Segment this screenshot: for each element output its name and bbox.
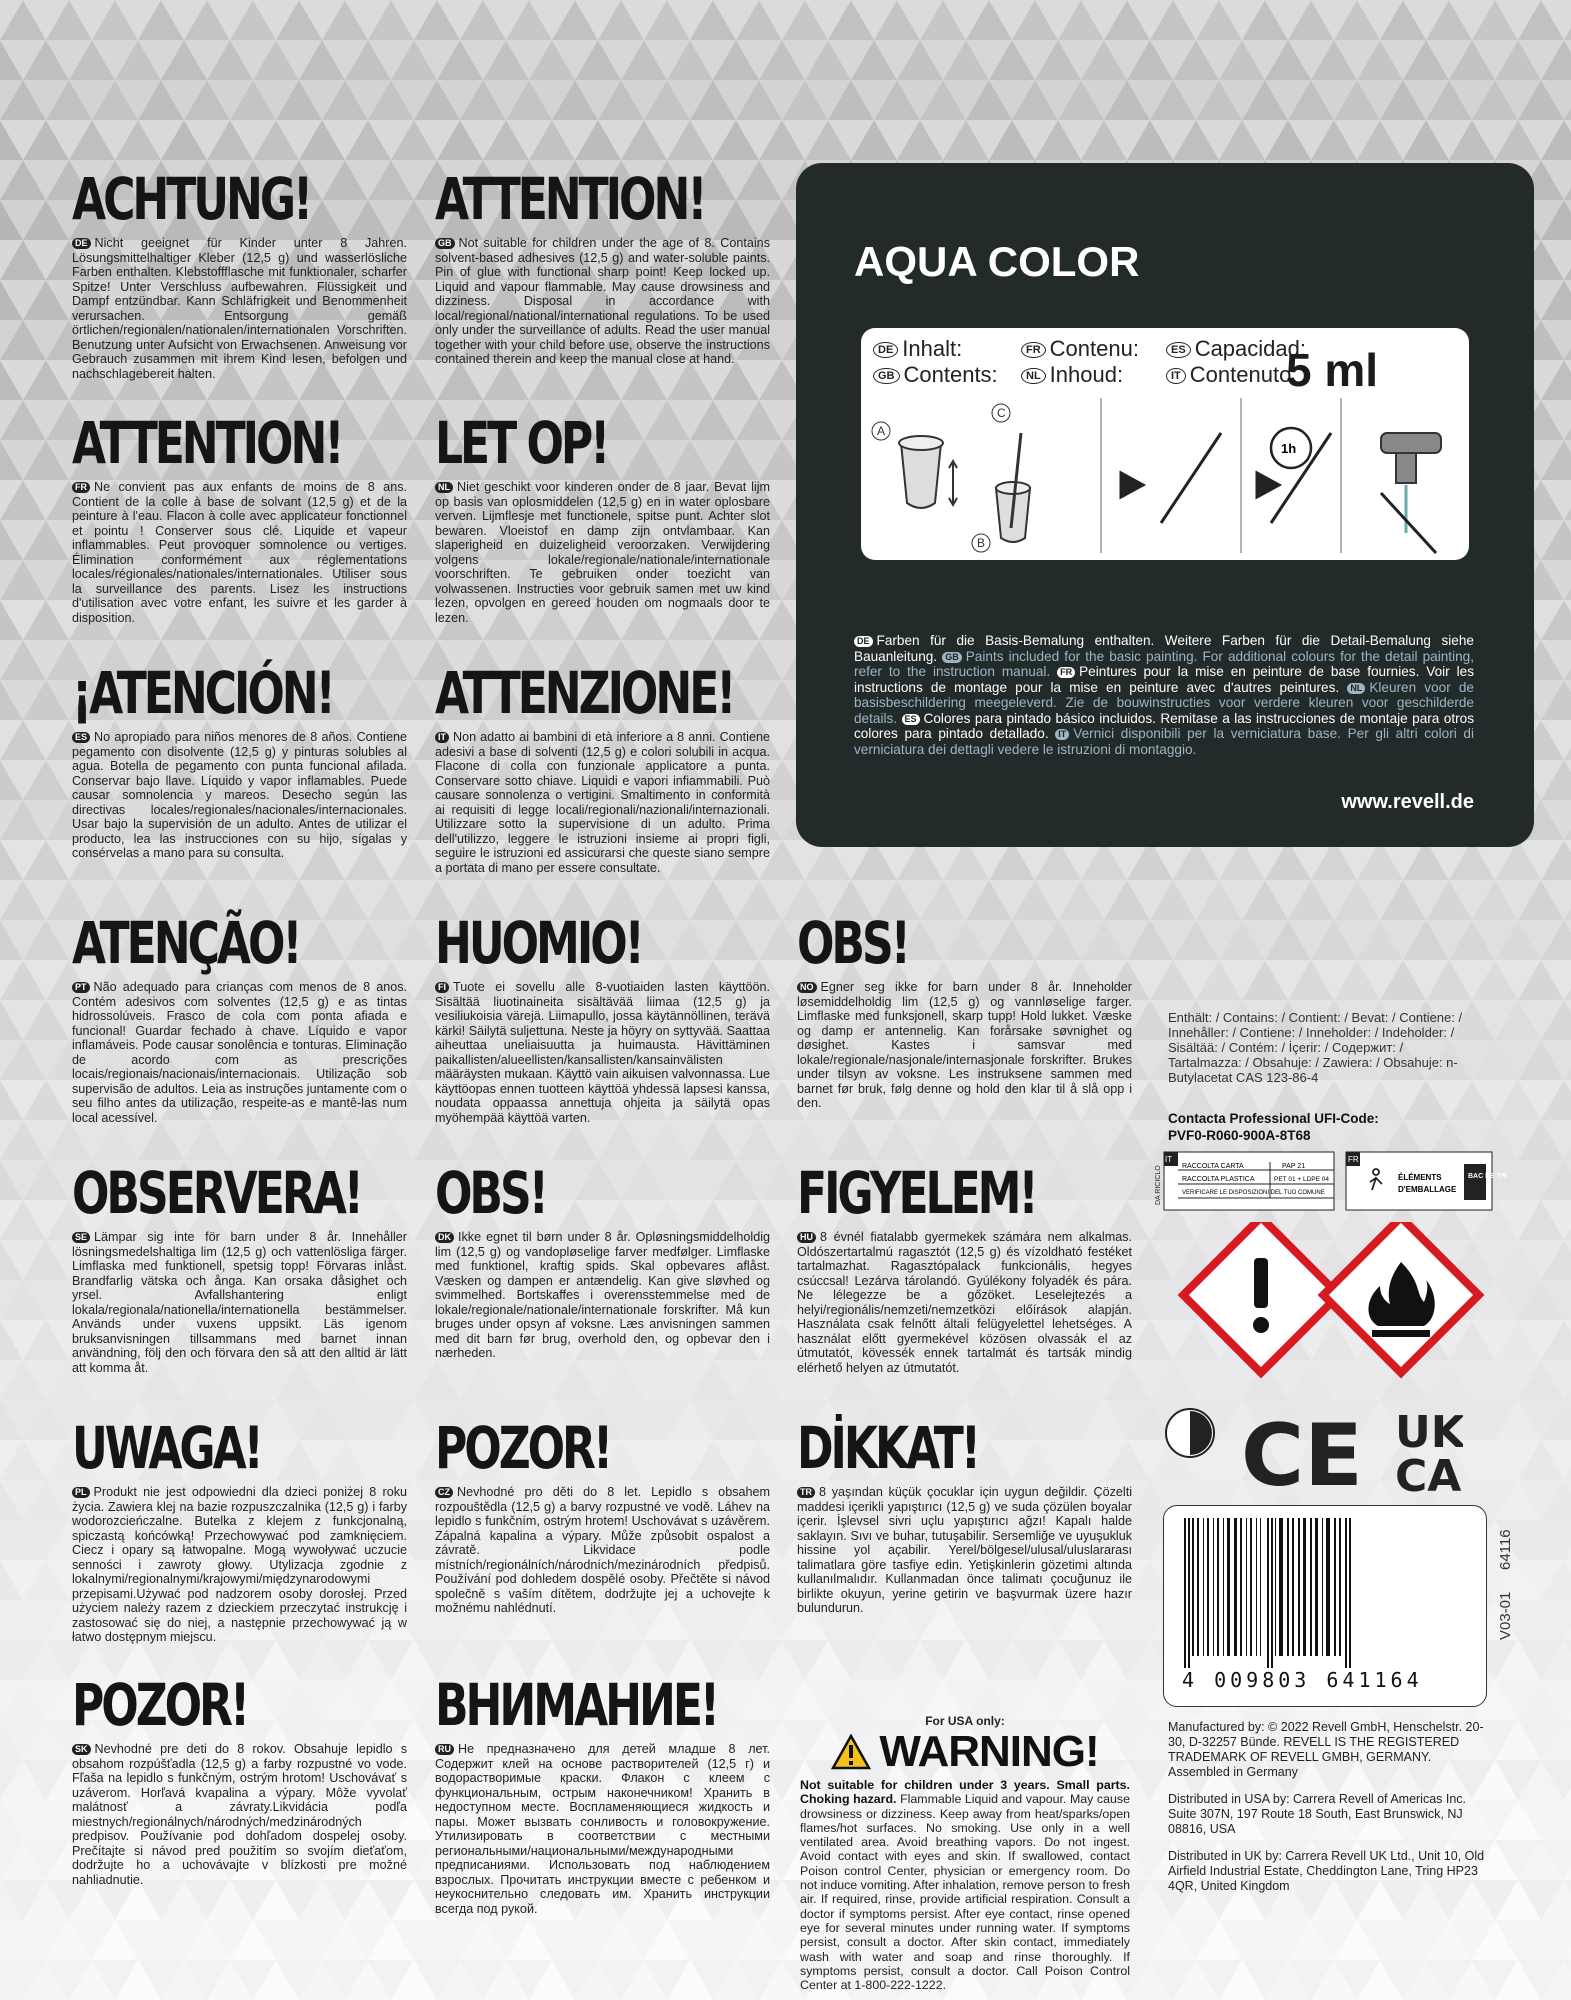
barcode-bar	[1192, 1518, 1194, 1656]
capacity-label-es: ES Capacidad:	[1166, 336, 1306, 362]
ufi-code: Contacta Professional UFI-Code: PVF0-R060-900A-8T68	[1168, 1111, 1379, 1143]
warning-block-no	[797, 910, 1132, 1111]
manufacturer-info	[1168, 1720, 1486, 1906]
usa-warning-block	[800, 1714, 1130, 1992]
barcode-bar	[1223, 1518, 1224, 1656]
paint-notes: DE Farben für die Basis-Bemalung enthalten. Weitere Farben für die Detail-Bemalung siehe Bauanleitung. GB Paints included for the basic painting. For additional colours for the detail painting, refer to the instruction manual. FR Peintures pour la mise en peinture de base fournies. Voir les instructions de montage pour la mise en peinture avec d'autres peintures. NL Kleuren voor de basisbeschildering meegeleverd. Zie de bouwinstructies voor verdere kleuren voor geschilderde details. ES Colores para pintado básico incluidos. Remitase a las instrucciones de montaje para otros colores para pintado detallado. IT Vernici disponibili per la verniciatura base. Per gli altri colori di verniciatura dei dettagli vedere le istruzioni di montaggio.	[854, 633, 1475, 757]
country-code-badge: RU	[435, 1744, 454, 1755]
country-code-badge: PT	[72, 982, 90, 993]
fr-code: FR	[1348, 1155, 1359, 1164]
country-code-badge: FR	[72, 482, 90, 493]
barcode-bar	[1310, 1518, 1312, 1656]
warning-block-sk	[72, 1672, 407, 1887]
warning-block-pt	[72, 910, 407, 1125]
warning-title: DİKKAT!	[797, 1414, 978, 1482]
warning-title: HUOMIO!	[435, 909, 642, 977]
fr-label-1: ÉLÉMENTS	[1398, 1173, 1442, 1182]
warning-text: DE Nicht geeignet für Kinder unter 8 Jahren. Lösungsmittelhaltiger Kleber (12,5 g) und wasserlösliche Farben enthalten. Klebstoffflasche mit funktionaler, scharfer Spitze! Unter Verschluss aufbewahren. Flüssigkeit und Dampf entzündbar. Kann Schläfrigkeit und Benommenheit verursachen. Entsorgung gemäß örtlichen/regionalen/nationalen/internationalen Vorschriften. Benutzung unter Aufsicht von Erwachsenen. Anweisung vor Gebrauch zusammen mit ihrem Kind lesen, befolgen und nachschlagebereit halten.	[72, 236, 407, 381]
it-row2-label: RACCOLTA PLASTICA	[1182, 1176, 1255, 1183]
barcode-bar	[1334, 1518, 1336, 1656]
warning-block-fi	[435, 910, 770, 1125]
step-b-label: B	[977, 536, 986, 550]
it-row1-value: PAP 21	[1282, 1163, 1306, 1170]
svg-text:1h: 1h	[1281, 441, 1297, 456]
usa-warning-text: Not suitable for children under 3 years. Small parts. Choking hazard. Flammable Liquid and vapour. May cause drowsiness or dizziness. Keep away from heat/sparks/open flames/hot surfaces. No smoking. Use only in a well ventilated area. Avoid breathing vapors. Do not ingest. Avoid contact with eyes and skin. If swallowed, contact Poison control Center, physician or emergency room. Do not induce vomiting. After inhalation, remove person to fresh air. If required, rinse, provide artificial respiration. Consult a doctor if symptoms persist. After eye contact, rinse opened eye for several minutes under running water. If symptoms persist, consult a doctor. After skin contact, immediately wash with water and soap and rinse thoroughly. If symptoms persist, consult a doctor. Call Poison Control Center at 1-800-222-1222.	[800, 1778, 1130, 1993]
it-row1-label: RACCOLTA CARTA	[1182, 1163, 1244, 1170]
warning-title: ATTENTION!	[72, 409, 342, 477]
barcode-bar	[1315, 1518, 1318, 1656]
barcode-number: 4 009803 641164	[1182, 1668, 1423, 1692]
warning-title: ВНИМАНИЕ!	[435, 1671, 718, 1739]
product-title: AQUA COLOR	[854, 238, 1140, 285]
country-code-badge: DK	[435, 1232, 454, 1243]
warning-text: PT Não adequado para crianças com menos de 8 anos. Contém adesivos com solventes (12,5 g) e as tintas hidrossolúveis. Frasco de cola com ponta afiada e funcional! Guardar fechado à chave. Líquido e vapor inflamáveis. Pode causar sonolência e tonturas. Eliminação de acordo com as prescrições locais/regionais/nacionais/internacionais. Utilização sob supervisão de adultos. Leia as instruções juntamente com o seu filho antes da utilização, respeite-as e mantê-las num local acessível.	[72, 980, 407, 1125]
country-code-badge: SE	[72, 1232, 90, 1243]
capacity-label-de: DE Inhalt:	[873, 336, 962, 362]
warning-title: ATENÇÃO!	[72, 909, 300, 977]
recycling-info-labels	[1150, 1150, 1507, 1215]
capacity-amount: 5 ml	[1286, 344, 1379, 396]
barcode-bar	[1322, 1518, 1323, 1656]
barcode-bar	[1349, 1518, 1351, 1668]
warning-block-de	[72, 166, 407, 381]
warning-text: NO Egner seg ikke for barn under 8 år. Inneholder løsemiddelholdig lim (12,5 g) og vannløselige farger. Limflaske med funksjonell, skarp tupp! Hold lukket. Væske og damp er antennelig. Kan forårsake søvnighet og døsighet. Kastes i samsvar med lokale/regionale/nasjonale/internasjonale forskrifter. Brukes under tilsyn av voksne. Les instruksene sammen med barnet før bruk, følg denne og hold den klar til å slå opp i den.	[797, 980, 1132, 1110]
exclamation-hazard-icon	[1183, 1222, 1339, 1373]
barcode-bar	[1298, 1518, 1300, 1656]
fr-label-2: D'EMBALLAGE	[1398, 1185, 1457, 1194]
warning-text: ES No apropiado para niños menores de 8 años. Contiene pegamento con disolvente (12,5 g) y pinturas solubles al agua. Botella de pegamento con punta funcional afilada. Conservar bajo llave. Líquido y vapor inflamables. Puede causar somnolencia y mareos. Desecho según las directivas locales/regionales/nacionales/internacionales. Usar bajo la supervisión de un adulto. Antes de utilizar el producto, lea las instrucciones con su hijo, sígalas y consérvelas a mano para su consulta.	[72, 730, 407, 860]
warning-block-es	[72, 660, 407, 861]
warning-title: ACHTUNG!	[72, 165, 311, 233]
warning-text: RU Не предназначено для детей младше 8 лет. Содержит клей на основе растворителей (12,5 г) и водорастворимые краски. Флакон с клеем с функциональным, острым наконечником! Хранить в недоступном месте. Воспламеняющиеся жидкость и пары. Может вызвать сонливость и головокружение. Утилизировать в соответствии с местными региональными/национальными/международными предписаниями. Использовать под наблюдением взрослых. Прочитать инструкции вместе с ребенком и неукоснительно следовать им. Хранить инструкции всегда под рукой.	[435, 1742, 770, 1916]
warning-block-fr	[72, 410, 407, 625]
version-code: V03-01	[1497, 1591, 1514, 1640]
country-code-badge: DE	[72, 238, 91, 249]
barcode-bar	[1326, 1518, 1330, 1656]
warning-title: OBS!	[797, 909, 908, 977]
warning-block-it	[435, 660, 770, 875]
barcode-bars	[1164, 1514, 1486, 1674]
capacity-label-it: IT Contenuto:	[1166, 362, 1297, 388]
barcode-bar	[1217, 1518, 1219, 1656]
barcode-bar	[1240, 1518, 1242, 1656]
country-code-badge: TR	[797, 1487, 815, 1498]
barcode-bar	[1246, 1518, 1247, 1656]
warning-block-dk	[435, 1160, 770, 1361]
country-code-badge: CZ	[435, 1487, 453, 1498]
warning-block-hu	[797, 1160, 1132, 1375]
warning-triangle-icon	[831, 1734, 871, 1770]
barcode-bar	[1345, 1518, 1347, 1668]
barcode-bar	[1275, 1518, 1276, 1656]
warning-title: ATTENTION!	[435, 165, 705, 233]
warning-title: OBS!	[435, 1159, 546, 1227]
ean-barcode	[1163, 1505, 1487, 1707]
warning-text: HU 8 évnél fiatalabb gyermekek számára nem alkalmas. Oldószertartalmú ragasztót (12,5 g) és vízoldható festéket tartalmazhat. Ragasztópalack funkcionális, hegyes csúccsal! Lezárva tárolandó. Gyúlékony folyadék és pára. Ne lélegezze be a gőzöket. Leselejtezés a helyi/regionális/nemzeti/nemzetközi előírások alapján. Használata csak felnőtt általi felügyelettel lehetséges. A használat előtt gyermekével közösen olvassák el az útmutatót, kövessék ennek tartalmát és tartsák mindig elérhető helyen az útmutatót.	[797, 1230, 1132, 1375]
it-side-label: DA RICICLO	[1155, 1165, 1162, 1205]
barcode-bar	[1260, 1518, 1261, 1656]
country-code-badge: FI	[435, 982, 449, 993]
barcode-bar	[1188, 1518, 1190, 1668]
distributor-uk-line: Distributed in UK by: Carrera Revell UK Ltd., Unit 10, Old Airfield Industrial Estate, Cheddington Lane, Tring HP23 4QR, United Kingdom	[1168, 1849, 1485, 1893]
barcode-bar	[1267, 1518, 1269, 1668]
step-a-label: A	[877, 424, 886, 438]
warning-title: ATTENZIONE!	[435, 659, 734, 727]
usa-warning-title: WARNING!	[879, 1727, 1099, 1776]
barcode-bar	[1207, 1518, 1209, 1656]
barcode-bar	[1292, 1518, 1294, 1656]
warning-text: CZ Nevhodné pro děti do 8 let. Lepidlo s obsahem rozpouštědla (12,5 g) a barvy rozpustné ve vodě. Láhev na lepidlo s funkčním, ostrým hrotem! Uschovávat s uzávěrem. Zápalná kapalina a výpary. Může způsobit ospalost a závratě. Likvidace podle místních/regionálních/národních/mezinárodních předpisů. Používání pod dohledem dospělé osoby. Přečtěte si návod společně s vaším dítětem, dodržujte jej a uchovejte k možnému nahlédnutí.	[435, 1485, 770, 1615]
flame-hazard-icon	[1323, 1222, 1479, 1373]
warning-block-tr	[797, 1415, 1132, 1616]
barcode-bar	[1271, 1518, 1273, 1668]
barcode-bar	[1339, 1518, 1341, 1656]
it-row2-value: PET 01 + LDPE 04	[1274, 1176, 1329, 1183]
warning-title: POZOR!	[72, 1671, 248, 1739]
warning-title: ¡ATENCIÓN!	[72, 659, 333, 727]
warning-text: NL Niet geschikt voor kinderen onder de 8 jaar. Bevat lijm op basis van oplosmiddelen (12,5 g) en in water oplosbare verven. Lijmflesje met functionele, spitse punt. Achter slot bewaren. Vloeistof en damp zijn ontvlambaar. Kan slaperigheid en duizeligheid veroorzaken. Verwijdering volgens lokale/regionale/nationale/internationale voorschriften. Te gebruiken onder toezicht van volwassenen. Instructies voor gebruik samen met uw kind lezen, opvolgen en gereed houden om nogmaals door te lezen.	[435, 480, 770, 625]
warning-text: FI Tuote ei sovellu alle 8-vuotiaiden lasten käyttöön. Sisältää liuotinaineita sisältävää liimaa (12,5 g) ja vesiliukoisia värejä. Liimapullo, jossa käytännöllinen, terävä kärki! Säilytä suljettuna. Neste ja höyry on syttyvää. Saattaa aiheuttaa uneliaisuutta ja huimausta. Hävittäminen paikallisten/alueellisten/kansallisten/kansainvälisten määräysten mukaan. Käyttö vain aikuisen valvonnassa. Lue käyttöopas ennen tuotteen käyttöä yhdessä lapsesi kanssa, noudata oppaassa annettuja ohjeita ja säilytä opas myöhempää käyttöä varten.	[435, 980, 770, 1125]
ce-mark: CE	[1241, 1406, 1363, 1495]
clock-icon	[1271, 428, 1311, 468]
warning-text: TR 8 yaşından küçük çocuklar için uygun değildir. Çözelti maddesi içerikli yapıştırıcı (12,5 g) ve suda çözülen boyalar içerir. İşlevsel sivri uçlu yapıştırıcı ağzı! Kapalı halde saklayın. Sıvı ve buhar, tutuşabilir. Sersemliğe ve uyuşukluk hissine yol açabilir. Yerel/bölgesel/ulusal/uluslararası talimatlara göre tasfiye edin. Yetişkinlerin gözetimi altında kullanılmalıdır. Kullanmadan önce talimatı çocuğunuz ile birlikte okuyun, yerine getirin ve başvurmak üzere hazır bulundurun.	[797, 1485, 1132, 1615]
warning-text: GB Not suitable for children under the age of 8. Contains solvent-based adhesives (12,5 g) and water-soluble paints. Pin of glue with functional sharp point! Keep locked up. Liquid and vapour flammable. May cause drowsiness and dizziness. Disposal in accordance with local/regional/national/international regulations. To be used only under the surveillance of adults. Read the user manual together with your child before use, observe the instructions contained therein and keep the manual close at hand.	[435, 236, 770, 366]
capacity-label-nl: NL Inhoud:	[1021, 362, 1123, 388]
recycling-bin-icon	[1464, 1164, 1486, 1200]
warning-title: FIGYELEM!	[797, 1159, 1036, 1227]
warning-block-gb	[435, 166, 770, 367]
warning-block-se	[72, 1160, 407, 1375]
water-tap-icon	[1381, 433, 1441, 553]
warning-block-pl	[72, 1415, 407, 1645]
warning-block-nl	[435, 410, 770, 625]
barcode-bar	[1287, 1518, 1289, 1656]
warning-text: SE Lämpar sig inte för barn under 8 år. Innehåller lösningsmedelshaltiga lim (12,5 g) och vattenlösliga färger. Limflaska med funktionell, spetsig topp! Förvaras inlåst. Brandfarlig vätska och ånga. Kan orsaka dåsighet och yrsel. Avfallshantering enligt lokala/regionala/nationella/internationella bestämmelser. Används under vuxens uppsikt. Läs igenom bruksanvisningen tillsammans med barnet innan användning, följ den och förvara den så att den alltid är lätt att komma åt.	[72, 1230, 407, 1375]
usage-instructions-illustration	[861, 393, 1469, 560]
country-code-badge: GB	[435, 238, 455, 249]
country-code-badge: PL	[72, 1487, 90, 1498]
barcode-bar	[1250, 1518, 1252, 1656]
it-code: IT	[1165, 1155, 1173, 1164]
barcode-bar	[1279, 1518, 1283, 1656]
warning-block-cz	[435, 1415, 770, 1616]
distributor-usa-line: Distributed in USA by: Carrera Revell of Americas Inc. Suite 307N, 197 Route 18 South, East Brunswick, NJ 08816, USA	[1168, 1792, 1467, 1836]
warning-text: IT Non adatto ai bambini di età inferiore a 8 anni. Contiene adesivi a base di solventi (12,5 g) e colori solubili in acqua. Flacone di colla con funzionale applicatore a punta. Conservare sotto chiave. Liquidi e vapori infiammabili. Può causare sonnolenza o vertigini. Smaltimento in conformità ai requisiti di legge locali/regionali/nazionali/internazionali. Utilizzare sotto la supervisione di un adulto. Prima dell'utilizzo, leggere le istruzioni insieme ai propri figli, seguire le istruzioni ed assicurarsi che queste siano sempre a portata di mano per essere consultate.	[435, 730, 770, 875]
country-code-badge: NO	[797, 982, 817, 993]
green-dot-icon	[1166, 1409, 1214, 1457]
step-c-label: C	[997, 406, 1006, 420]
paint-pot-icon	[899, 433, 1030, 542]
country-code-badge: IT	[435, 732, 449, 743]
it-note: VERIFICARE LE DISPOSIZIONI DEL TUO COMUNE	[1182, 1190, 1325, 1196]
contents-declaration: Enthält: / Contains: / Contient: / Bevat: / Contiene: / Innehåller: / Contiene: / Inneholder: / Indeholder: / Sisältää: / Contém: / İçerir: / Содержит: / Tartalmazza: / Obsahuje: / Zawiera: / Obsahuje: n-Butylacetat CAS 123-86-4	[1168, 1010, 1463, 1085]
warning-title: UWAGA!	[72, 1414, 261, 1482]
country-code-badge: SK	[72, 1744, 91, 1755]
country-code-badge: ES	[72, 732, 90, 743]
conformity-marks	[1163, 1405, 1463, 1495]
website-url: www.revell.de	[1341, 791, 1474, 813]
manufacturer-line: Manufactured by: © 2022 Revell GmbH, Henschelstr. 20-30, D-32257 Bünde. REVELL IS THE REGISTERED TRADEMARK OF REVELL GMBH, GERMANY. Assembled in Germany	[1168, 1720, 1484, 1779]
warning-title: OBSERVERA!	[72, 1159, 361, 1227]
article-number: 64116	[1497, 1529, 1514, 1570]
barcode-bar	[1234, 1518, 1237, 1656]
barcode-bar	[1303, 1518, 1306, 1656]
bin-label: BAC DE TRI	[1468, 1173, 1507, 1180]
capacity-label-fr: FR Contenu:	[1021, 336, 1139, 362]
warning-text: SK Nevhodné pre deti do 8 rokov. Obsahuje lepidlo s obsahom rozpúšťadla (12,5 g) a farby rozpustné vo vode. Fľaša na lepidlo s funkčným, ostrým hrotom! Uschovávať s uzáverom. Horľavá kvapalina a výpary. Môže vyvolať malátnosť a závraty.Likvidácia podľa miestnych/regionálnych/národných/medzinárodných predpisov. Používanie pod dohľadom dospelej osoby. Prečítajte si návod pred použitím so svojím dieťaťom, dodržujte ho a uchovávajte v blízkosti pre možné nahliadnutie.	[72, 1742, 407, 1887]
ukca-mark-top: UK	[1395, 1407, 1463, 1458]
warning-title: POZOR!	[435, 1414, 611, 1482]
usa-only-label: For USA only:	[925, 1714, 1005, 1728]
warning-text: FR Ne convient pas aux enfants de moins de 8 ans. Contient de la colle à base de solvant (12,5 g) et de la peinture à l'eau. Flacon à colle avec applicateur fonctionnel et pointu ! Conserver sous clé. Liquide et vapeur inflammables. Peut provoquer somnolence ou vertiges. Élimination conformément aux réglementations locales/régionales/nationales/internationales. Utiliser sous la surveillance des parents. Lisez les instructions d'utilisation avec votre enfant, les suivre et les garder à disposition.	[72, 480, 407, 625]
barcode-bar	[1197, 1518, 1199, 1656]
barcode-bar	[1227, 1518, 1230, 1656]
warning-title: LET OP!	[435, 409, 608, 477]
product-info-panel	[796, 163, 1534, 847]
ukca-mark-bottom: CA	[1395, 1451, 1462, 1495]
country-code-badge: NL	[435, 482, 453, 493]
hazard-pictograms	[1166, 1222, 1486, 1394]
warning-text: DK Ikke egnet til børn under 8 år. Opløsningsmiddelholdig lim (12,5 g) og vandopløselige farver medfølger. Limflaske med funktionel, kraftig spids. Skal opbevares aflåst. Væsken og dampen er antændelig. Kan give sløvhed og svimmelhed. Bortskaffes i overensstemmelse med de lokale/regionale/nationale/internationale forskrifter. Må kun bruges under opsyn af voksne. Læs anvisningen sammen med dit barn før brug, overhold den, og opbevar den i nærheden.	[435, 1230, 770, 1360]
barcode-bar	[1203, 1518, 1204, 1656]
warning-block-ru	[435, 1672, 770, 1916]
capacity-label-gb: GB Contents:	[873, 362, 998, 388]
barcode-bar	[1213, 1518, 1214, 1656]
country-code-badge: HU	[797, 1232, 816, 1243]
barcode-bar	[1256, 1518, 1257, 1656]
warning-text: PL Produkt nie jest odpowiedni dla dzieci poniżej 8 roku życia. Zawiera klej na bazie rozpuszczalnika (12,5 g) i farby wodorozcieńczalne. Butelka z klejem z funkcjonalną, spiczastą końcówką! Przechowywać pod zamknięciem. Ciecz i opary są łatwopalne. Mogą wywoływać uczucie senności i zawroty głowy. Utylizacja zgodnie z lokalnymi/regionalnymi/krajowymi/międzynarodowymi przepisami.Używać pod nadzorem osoby dorosłej. Przed użyciem należy razem z dzieckiem przeczytać instrukcję i zastosować się do niej, a następnie przechowywać ją w łatwo dostępnym miejscu.	[72, 1485, 407, 1644]
barcode-bar	[1184, 1518, 1186, 1668]
